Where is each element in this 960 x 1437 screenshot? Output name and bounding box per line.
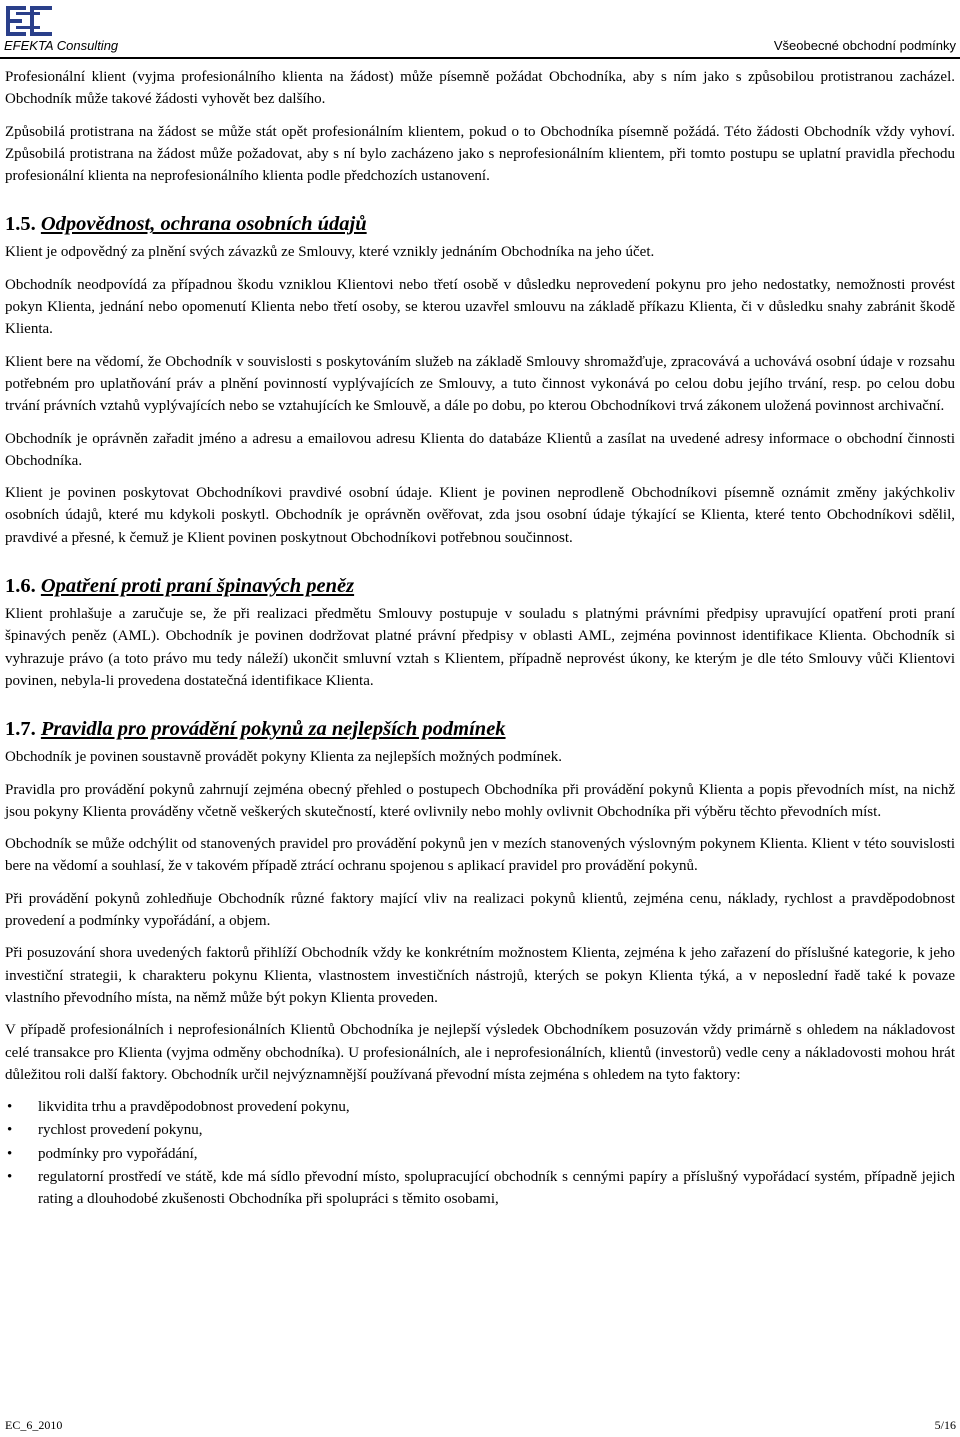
header-divider [0, 57, 960, 59]
paragraph: Profesionální klient (vyjma profesionálního klienta na žádost) může písemně požádat Obchodníka, aby s ním jako s způsobilou protistranou zacházel. Obchodník může takové žádosti vyhovět bez dalšího. [5, 69, 955, 108]
section-heading [5, 714, 955, 744]
paragraph: Klient je povinen poskytovat Obchodníkovi pravdivé osobní údaje. Klient je povinen neprodleně Obchodníkovi písemně oznámit změny jakýchkoliv osobních údajů, které mu kdykoli poskytl. Obchodník je oprávněn ověřovat, zda jsou osobní údaje týkající se Klienta, které tento Obchodníkovi sdělil, pravdivé a přesné, k čemuž je Klient povinen poskytnout Obchodníkovi potřebnou součinnost. [5, 485, 955, 546]
bullet-icon: • [7, 1099, 13, 1116]
paragraph: Při provádění pokynů zohledňuje Obchodník různé faktory mající vliv na realizaci pokynů klientů, zejména cenu, náklady, rychlost a pravděpodobnost provedení a podmínky vypořádání, a objem. [5, 890, 955, 930]
brand-name: EFEKTA Consulting [4, 38, 119, 53]
paragraph: Obchodník se může odchýlit od stanovených pravidel pro provádění pokynů jen v mezích stanovených výslovným pokynem Klienta. Klient v této souvislosti bere na vědomí a souhlasí, že v takovém případě ztrácí ochranu spojenou s aplikací pravidel pro provádění pokynů. [5, 836, 955, 875]
footer-document-code: EC_6_2010 [5, 1418, 63, 1432]
list-item-text: likvidita trhu a pravděpodobnost provedení pokynu, [38, 1099, 350, 1116]
section-title: Opatření proti praní špinavých peněz [40, 575, 355, 598]
section-number: 1.7. [5, 718, 36, 741]
factor-list [5, 1096, 955, 1210]
section-number: 1.6. [5, 575, 36, 598]
document-body [5, 66, 955, 1212]
list-item-text: podmínky pro vypořádání, [38, 1145, 198, 1162]
bullet-icon: • [7, 1122, 13, 1139]
paragraph: Obchodník neodpovídá za případnou škodu vzniklou Klientovi nebo třetí osobě v důsledku neprovedení pokynu pro jeho nedostatky, nemožnosti provést pokyn Klienta, jednání nebo opomenutí Klienta nebo třetí osoby, se kterou uzavřel smlouvu na základě příkazu Klienta, či v důsledku snahy zabránit škodě Klienta. [5, 276, 955, 338]
paragraph: Pravidla pro provádění pokynů zahrnují zejména obecný přehled o postupech Obchodníka při provádění pokynů Klienta a popis převodních míst, na nichž jsou pokyny Klienta prováděny včetně veškerých skutečností, které ovlivnily nebo mohly ovlivnit Obchodníka při výběru těchto převodních míst. [5, 781, 955, 820]
paragraph: Při posuzování shora uvedených faktorů přihlíží Obchodník vždy ke konkrétním možnostem Klienta, zejména k jeho zařazení do příslušné kategorie, k jeho investiční strategii, k charakteru pokynu Klienta, vlastnostem investičních nástrojů, kterých se pokyn Klienta týká, a v neposlední řadě také k povaze vlastního převodního místa, na němž může být pokyn Klienta proveden. [5, 945, 955, 1006]
paragraph: Obchodník je povinen soustavně provádět pokyny Klienta za nejlepších možných podmínek. [5, 749, 562, 766]
page-header [0, 0, 960, 58]
document-title: Všeobecné obchodní podmínky [773, 38, 956, 53]
section-heading [5, 209, 955, 239]
paragraph: V případě profesionálních i neprofesionálních Klientů Obchodníka je nejlepší výsledek Obchodníkem posuzován vždy primárně s ohledem na nákladovost celé transakce pro Klienta (vyjma odměny obchodníka). U profesionálních, ale i neprofesionálních, klientů (investorů) vedle ceny a nákladovosti mohou hrát důležitou roli další faktory. Obchodník určil nejvýznamnější používaná převodní místa zejména s ohledem na tyto faktory: [5, 1022, 955, 1083]
section-title: Odpovědnost, ochrana osobních údajů [40, 213, 367, 236]
paragraph: Klient prohlašuje a zaručuje se, že při realizaci předmětu Smlouvy postupuje v souladu s platnými právními předpisy upravující opatření proti praní špinavých peněz (AML). Obchodník je povinen dodržovat platné právní předpisy v oblasti AML, zejména povinnost identifikace Klienta. Obchodník si vyhrazuje právo (a toto právo mu tedy náleží) ukončit smluvní vztah s Klientem, případně neprovést úkony, ke kterým je dle této Smlouvy vůči Klientovi povinen, nebyla-li provedena dostatečná identifikace Klienta. [5, 606, 955, 689]
list-item [5, 1143, 955, 1165]
section-heading [5, 571, 955, 601]
list-item-text: rychlost provedení pokynu, [38, 1122, 203, 1139]
bullet-icon: • [7, 1145, 13, 1162]
list-item-text: regulatorní prostředí ve státě, kde má sídlo převodní místo, spolupracující obchodník s cennými papíry a příslušný vypořádací systém, případně jejich rating a dlouhodobé zkušenosti Obchodníka při spolupráci s těmito osobami, [38, 1168, 955, 1208]
paragraph: Klient bere na vědomí, že Obchodník v souvislosti s poskytováním služeb na základě Smlouvy shromažďuje, zpracovává a uchovává osobní údaje v rozsahu potřebném pro uplatňování práv a plnění povinností vyplývajících ze Smlouvy, a tuto činnost vykonává po celou dobu jejího trvání, resp. po celou dobu trvání právních vztahů vyplývajících nebo se vztahujících ke Smlouvě, a dále po dobu, po kterou Obchodníkovi trvá zákonem uložená povinnost archivační. [5, 353, 955, 415]
section-title: Pravidla pro provádění pokynů za nejlepších podmínek [40, 718, 506, 741]
list-item [5, 1096, 955, 1118]
paragraph: Způsobilá protistrana na žádost se může stát opět profesionálním klientem, pokud o to Obchodníka písemně požádá. Této žádosti Obchodník vždy vyhoví. Způsobilá protistrana na žádost může požadovat, aby s ní bylo zacházeno jako s neprofesionálním klientem, při tomto postupu se uplatní pravidla přechodu profesionální klienta na neprofesionálního klienta podle předchozích ustanovení. [5, 123, 955, 185]
bullet-icon: • [7, 1168, 13, 1185]
efekta-logo-icon [4, 4, 56, 38]
paragraph: Klient je odpovědný za plnění svých závazků ze Smlouvy, které vznikly jednáním Obchodníka na jeho účet. [5, 244, 655, 261]
list-item [5, 1166, 955, 1211]
footer-page-number: 5/16 [934, 1418, 956, 1432]
paragraph: Obchodník je oprávněn zařadit jméno a adresu a emailovou adresu Klienta do databáze Klientů a zasílat na uvedené adresy informace o obchodní činnosti Obchodníka. [5, 430, 955, 469]
list-item [5, 1119, 955, 1141]
section-number: 1.5. [5, 213, 36, 236]
